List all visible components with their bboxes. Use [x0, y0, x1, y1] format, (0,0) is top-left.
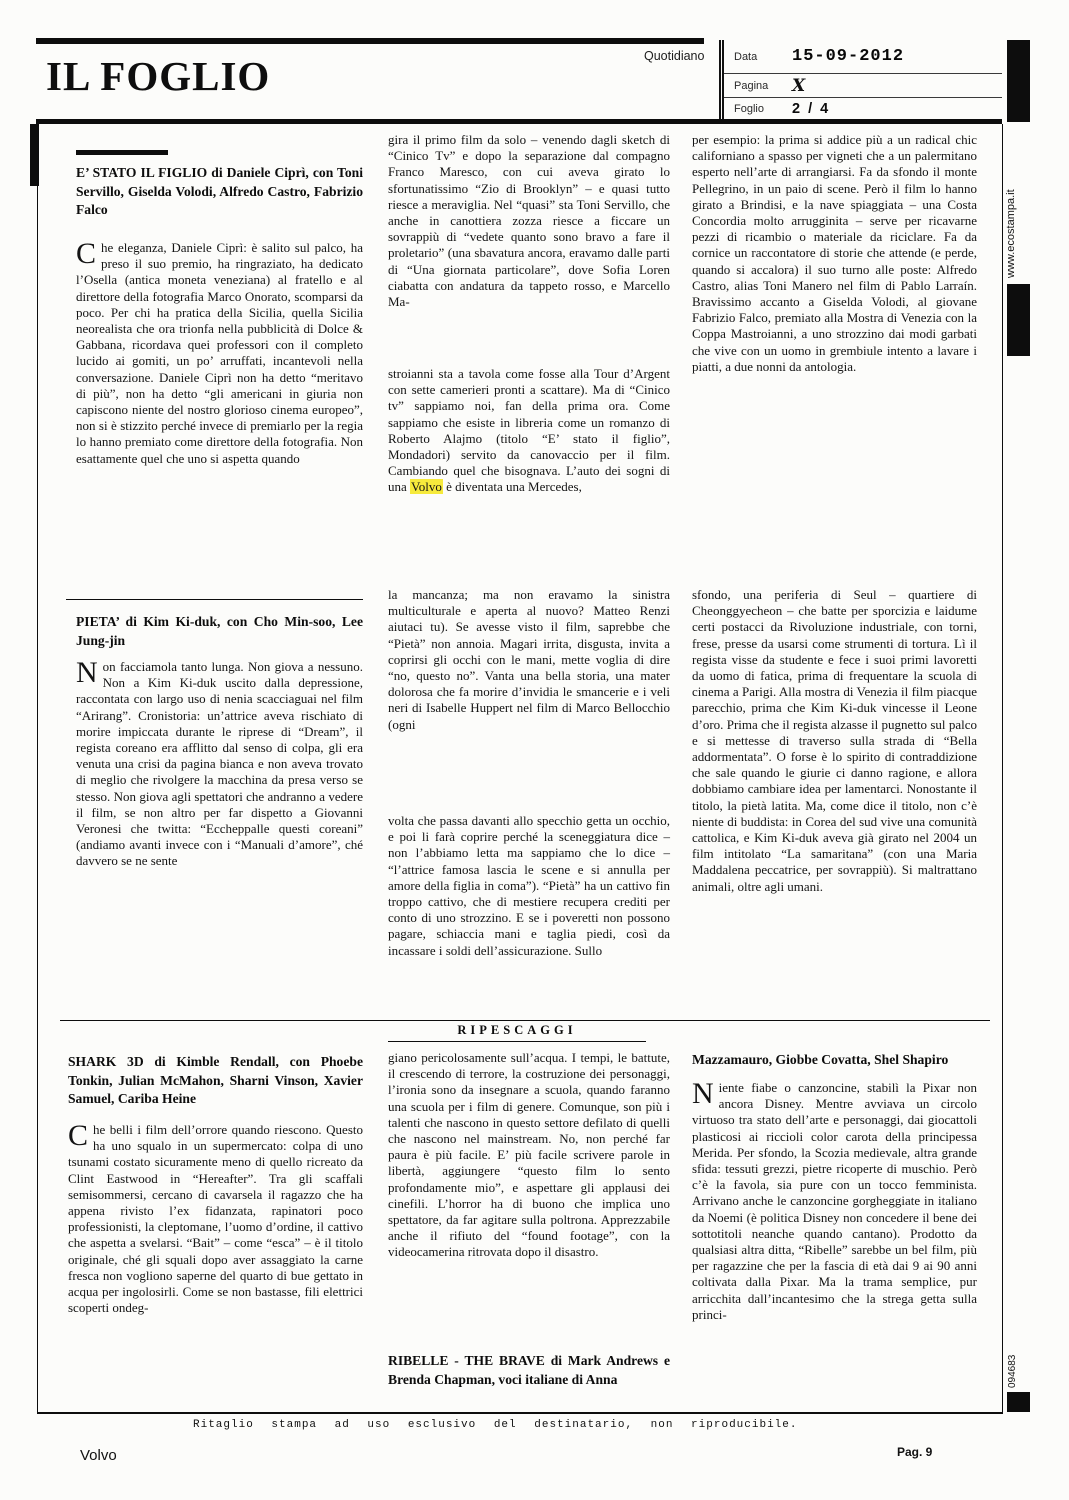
date-label: Data — [734, 50, 758, 63]
right-frame-rule — [1002, 124, 1003, 1413]
paragraph-text: he eleganza, Daniele Ciprì: è salito sul palco, ha preso il suo premio, ha ringraziato, ha dedicato l’Osella (antica moneta veneziana) al fratello e al direttore della fotografia Marco Onorato, scomparsi da poco. Per chi ha pratica della Sicilia, quella Sicilia neorealista che ora trionfa nella pubblicità di Dolce & Gabbana, ricordava quei professori con il completo lucido ai gomiti, un po’ arruffati, incantevoli nella conversazione. Daniele Ciprì non ha detto “meritavo di più”, non ha detto “gli americani in giuria non capiscono niente del nostro glorioso cinema europeo”, non si è stizzito perché invece di premiarlo per la regia lo hanno premiato come direttore della fotografia. Non esattamente quel che uno si aspetta quando — [76, 240, 363, 466]
section-divider-label: RIPESCAGGI — [457, 1023, 577, 1037]
paragraph-text: he belli i film dell’orrore quando riescono. Questo ha uno squalo in un supermercato: colpa di uno tsunami costato sicuramente meno di quello ricreato da Clint Eastwood in “Hereafter”. Tra gli scaffali semisommersi, cercano di cavarsela il ragazzo che ha appena rivisto l’ex fidanzata, rapinatori poco professionisti, la cleptomane, l’uomo d’ordine, il cattivo che aspetta a svelarsi. “Bait” – come “esca” – è il titolo originale, ché gli squali dopo aver assaggiato la carne fresca non vogliono saperne del quarto di bue gettato in acqua per ingolosirli. Come se non bastasse, fili elettrici scoperti ondeg- — [68, 1122, 363, 1316]
article-ribelle-header: RIBELLE - THE BRAVE di Mark Andrews e Brenda Chapman, voci italiane di Anna — [388, 1353, 670, 1387]
right-registration-mark-bottom — [1007, 1392, 1030, 1412]
dropcap-letter: C — [76, 237, 97, 270]
paragraph-text: iente fiabe o canzoncine, stabilì la Pixar non ancora Disney. Mentre avviava un circolo virtuoso tra stato dell’arte e personaggi, dai giocattoli plasticosi ai riccioli color carota della principessa Merida. Per sfondo, la Scozia medievale, altra grande sfida: tessuti grezzi, pietre ricoperte di muschio. Però c’è la favola, sia pure con un tocco femminista. Arrivano anche le canzoncine gorgheggiate in italiano da Noemi (è politica Disney non concedere il bene dei sottotitoli neanche quando cantano). Prodotto da qualsiasi altra ditta, “Ribelle” sarebbe un bel film, più per ragazzine che per la fascia di età dai 9 ai 90 anni coltivata dalla Pixar. Ma la trama semplice, pur arricchita dall’incantesimo che la strega getta sulla princi- — [692, 1080, 977, 1322]
edition-type-label: Quotidiano — [644, 49, 705, 63]
clipping-code-vertical-text: 094683 — [1007, 1354, 1018, 1388]
bottom-frame-rule — [37, 1412, 1003, 1414]
right-registration-mark-middle — [1007, 284, 1030, 356]
article-shark-col2-paragraph: giano pericolosamente sull’acqua. I tempi, le battute, il crescendo di terrore, la costruzione dei personaggi, l’ironia sono da insegnare a scuola, quando faranno una scuola per i film di genere. Comunque, son più i talenti che nascono in questo settore defilato di quelli che nascono nel mainstream. No, non perché far paura è più facile. E’ più facile scrivere parole in libertà, aggiungere “questo film lo sento profondamente mio”, e aspettare gli applausi dei cinefili. L’horror ha di buono che implica uno spettatore, da far agitare sulla poltrona. Apprezzabile anche il rifiuto del “found footage”, con la videocamerina ritrovata dopo il disastro. — [388, 1050, 670, 1260]
stamp-row-page — [724, 74, 1002, 98]
stamp-row-date — [724, 40, 1002, 74]
masthead-bottom-rule — [36, 119, 1002, 124]
article-pieta-top-rule — [66, 599, 363, 600]
article-figlio-col3-paragraph: per esempio: la prima si addice più a un radical chic californiano a spasso per vigneti che a un palermitano esperto nell’arte di arrangiarsi. Fa da sfondo il monte Pellegrino, in un paio di scene. Però il film lo hanno girato a Brindisi, e la nave spiaggiata – una Costa Concordia molto arrugginita – serve per ricavarne pezzi di ricambio o materiale da riciclare. Fa da cornice un raccontatore di storie che attende (e perde, quando si accalora) il suo turno alle poste: Alfredo Castro, alias Toni Manero nel film di Pablo Larraín. Bravissimo accanto a Giselda Volodi, al giovane Fabrizio Falco, premiato alla Mostra di Venezia con la Coppa Mastroianni, a uno strozzino dai modi garbati che vive con un uomo in grembiule intento a lavare i piatti, a due nonni da antologia. — [692, 132, 977, 374]
left-registration-mark — [30, 124, 39, 186]
sheet-label: Foglio — [734, 102, 764, 115]
article-ribelle-header-continued: Mazzamauro, Giobbe Covatta, Shel Shapiro — [692, 1052, 949, 1067]
dropcap-letter: N — [76, 656, 98, 689]
footer-page-number: Pag. 9 — [897, 1445, 933, 1459]
article-ribelle-col3-paragraph — [692, 1077, 977, 1323]
paragraph-text: on facciamola tanto lunga. Non giova a nessuno. Non a Kim Ki-duk uscito dalla depressione, raccontata con largo uso di nenia scacciaguai nel film “Arirang”. Cronistoria: un’attrice aveva rischiato di morire impiccata durante le riprese di “Dream”, il regista coreano era afflitto dal senso di colpa, gli era venuta una crisi da pagina bianca e non aveva trovato di meglio che rivolgere la macchina da presa verso se stesso. Non giova agli spettatori che andranno a vedere il film, se non altro per far dispetto a Giovanni Veronesi che twitta: “Eccheppalle questi coreani” (andiamo avanti invece con i “Manuali d’amore”, ché davvero se ne sente — [76, 659, 363, 869]
paragraph-text: è diventata una Mercedes, — [442, 479, 582, 495]
ritaglio-disclaimer: Ritaglio stampa ad uso esclusivo del destinatario, non riproducibile. — [193, 1419, 798, 1431]
page-label: Pagina — [734, 79, 769, 92]
date-value: 15-09-2012 — [792, 47, 905, 66]
right-registration-mark-top — [1007, 40, 1030, 122]
article-shark-col1-paragraph — [68, 1119, 363, 1316]
article-figlio-col1-paragraph — [76, 237, 363, 467]
article-pieta-col2b-paragraph: volta che passa davanti allo specchio getta un occhio, e poi li farà coprire perché la sceneggiatura dice – non l’abbiamo letta ma sappiamo che lo dice – “l’attrice famosa lascia le scene e si annulla per amore della figlia in coma”). “Pietà” ha un cattivo fin troppo cattivo, che di mestiere recupera crediti per conto di uno strozzino. E se i poveretti non possono pagare, schiaccia mani e taglia piedi, così da incassare i soldi dell’assicurazione. Sullo — [388, 813, 670, 958]
article-figlio-header-bar — [76, 150, 168, 155]
clipping-stamp-box — [719, 40, 1002, 120]
newspaper-title: IL FOGLIO — [46, 53, 271, 99]
section-divider-underline — [388, 1041, 646, 1042]
article-shark-header: SHARK 3D di Kimble Rendall, con Phoebe Tonkin, Julian McMahon, Sharni Vinson, Xavier Samuel, Cariba Heine — [68, 1054, 363, 1106]
dropcap-letter: N — [692, 1077, 714, 1110]
article-figlio-col2a-paragraph: gira il primo film da solo – venendo dagli sketch di “Cinico Tv” e dopo la separazione dal compagno Franco Maresco, con cui aveva girato lo sfortunatissimo “Zio di Brooklyn” – e quasi tutto riesce a meraviglia. Nel “quasi” sta Toni Servillo, che anche in canottiera zozza riesce a ficcare un sovrappiù di “vedete quanto sono bravo a fare il proletario” (una sbavatura ancora, eravamo dalle parti di “Una giornata particolare”, dove Sofia Loren ciabatta con andatura da tappeto rosso, e Marcello Ma- — [388, 132, 670, 310]
article-pieta-col1-paragraph — [76, 656, 363, 870]
article-figlio-col2b-paragraph — [388, 366, 670, 496]
article-figlio-header: E’ STATO IL FIGLIO di Daniele Ciprì, con Toni Servillo, Giselda Volodi, Alfredo Castro, Fabrizio Falco — [76, 165, 363, 217]
article-pieta-col2a-paragraph: la mancanza; ma non eravamo la sinistra multiculturale e aperta al nuovo? Matteo Renzi aiutaci tu). Se avesse visto il film, saprebbe che “Pietà” non annoia. Magari irrita, disgusta, invita a coprirsi gli occhi con le mani, mette voglia di dire “no, questo no”. Vanta una bella storia, una mater dolorosa che fa morire d’invidia le smancerie e i veli neri di Isabelle Huppert nel film di Marco Bellocchio (ogni — [388, 587, 670, 732]
highlight-volvo: Volvo — [411, 479, 442, 495]
section-divider-rule — [60, 1020, 990, 1021]
paragraph-text: stroianni sta a tavola come fosse alla Tour d’Argent con sette camerieri pronti a scattare). Ma di “Cinico tv” sappiamo noi, fan della prima ora. Come sappiamo che esiste in libreria come un romanzo di Roberto Alajmo (titolo “E’ stato il figlio”, Mondadori) servito da canovaccio per il film. Cambiando quel che bisognava. L’auto dei sogni di una — [388, 366, 670, 495]
dropcap-letter: C — [68, 1119, 89, 1152]
stamp-row-sheet — [724, 98, 1002, 119]
ecostampa-website-vertical-text: www.ecostampa.it — [1005, 189, 1017, 278]
article-pieta-col3-paragraph: sfondo, una periferia di Seul – quartiere di Cheonggyecheon – che batte per sporcizia e laidume certi postacci da Rivoluzione industriale, con torni, frese, presse da usarsi come strumenti di tortura. Lì il regista visse da studente e fece i suoi primi lavoretti da uomo di fatica, prima di frequentare la scuola di cinema a Parigi. Alla mostra di Venezia il film piacque parecchio, prima che Kim Ki-duk vincesse il Leone d’oro. Prima che il regista alzasse il pugnetto sul palco e si mettesse di traverso sulla strada di “Bella addormentata”. O forse è lo spirito di contraddizione che sale quando le giurie ci danno ragione, e allora dobbiamo cambiare idea per lamentarci. Nonostante il titolo, la pietà latita. Ma, come dice il titolo, non c’è niente di buddista: in Corea del sud vive una comunità cattolica, e Kim Ki-duk aveva già girato nel 2004 un film intitolato “La samaritana” (con una Maria Maddalena peccatrice, per sovrappiù). Si maltrattano animali, oltre agli umani. — [692, 587, 977, 894]
masthead-top-rule — [36, 38, 704, 44]
footer-subject: Volvo — [80, 1447, 117, 1464]
sheet-value: 2 / 4 — [792, 100, 831, 117]
article-pieta-header: PIETA’ di Kim Ki-duk, con Cho Min-soo, Lee Jung-jin — [76, 614, 363, 648]
page-value: X — [792, 75, 806, 96]
left-frame-rule — [37, 124, 38, 1413]
